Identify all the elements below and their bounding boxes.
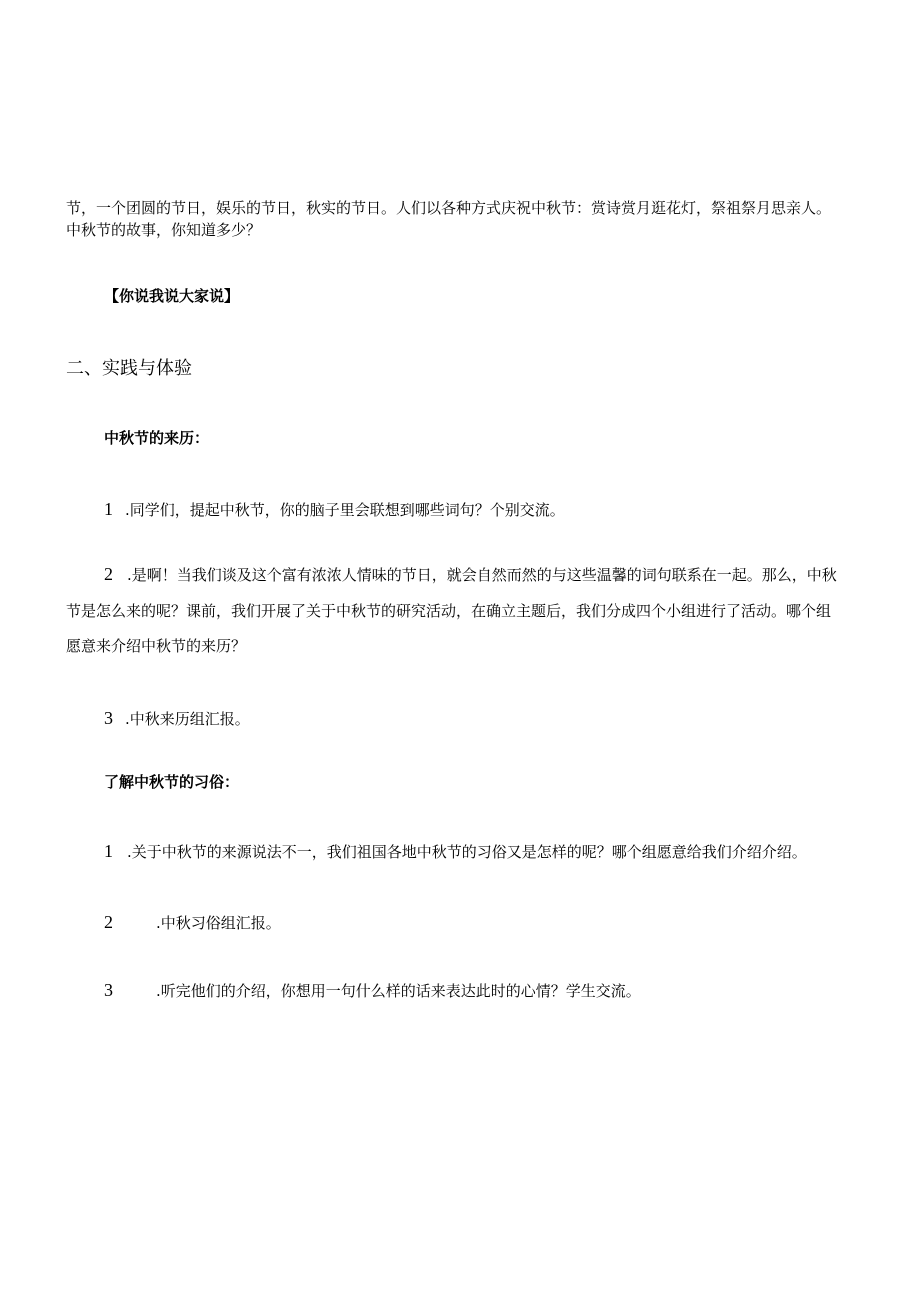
item-text: .中秋来历组汇报。 <box>125 710 250 728</box>
origin-item-3 <box>104 708 250 729</box>
origin-item-2 <box>104 564 837 585</box>
origin-item-1 <box>104 499 565 520</box>
item-text: .同学们，提起中秋节，你的脑子里会联想到哪些词句？个别交流。 <box>125 501 565 519</box>
item-number: 3 <box>104 708 113 728</box>
section-title: 二、实践与体验 <box>66 358 192 379</box>
intro-line-2: 中秋节的故事，你知道多少？ <box>66 221 262 239</box>
item-text: .是啊！当我们谈及这个富有浓浓人情味的节日，就会自然而然的与这些温馨的词句联系在一起。那么，中秋 <box>127 566 837 584</box>
item-text: .中秋习俗组汇报。 <box>156 914 281 932</box>
intro-line-1: 节，一个团圆的节日，娱乐的节日，秋实的节日。人们以各种方式庆祝中秋节：赏诗赏月逛花灯，祭祖祭月思亲人。 <box>66 199 832 217</box>
item-number: 3 <box>104 980 113 1000</box>
item-number: 2 <box>104 912 113 932</box>
item-text: .关于中秋节的来源说法不一，我们祖国各地中秋节的习俗又是怎样的呢？哪个组愿意给我们介绍介绍。 <box>127 843 807 861</box>
customs-item-1 <box>104 841 807 862</box>
origin-item-2-continued-2: 愿意来介绍中秋节的来历？ <box>66 637 247 655</box>
customs-item-2 <box>104 912 281 933</box>
origin-heading: 中秋节的来历： <box>104 429 210 447</box>
activity-label: 【你说我说大家说】 <box>104 287 240 305</box>
customs-item-3 <box>104 980 641 1001</box>
origin-item-2-continued-1: 节是怎么来的呢？课前，我们开展了关于中秋节的研究活动，在确立主题后，我们分成四个小组进行了活动。哪个组 <box>66 602 832 620</box>
item-number: 1 <box>104 841 113 861</box>
customs-heading: 了解中秋节的习俗： <box>104 773 240 791</box>
item-number: 2 <box>104 564 113 584</box>
item-number: 1 <box>104 499 113 519</box>
item-text: .听完他们的介绍，你想用一句什么样的话来表达此时的心情？学生交流。 <box>156 982 641 1000</box>
